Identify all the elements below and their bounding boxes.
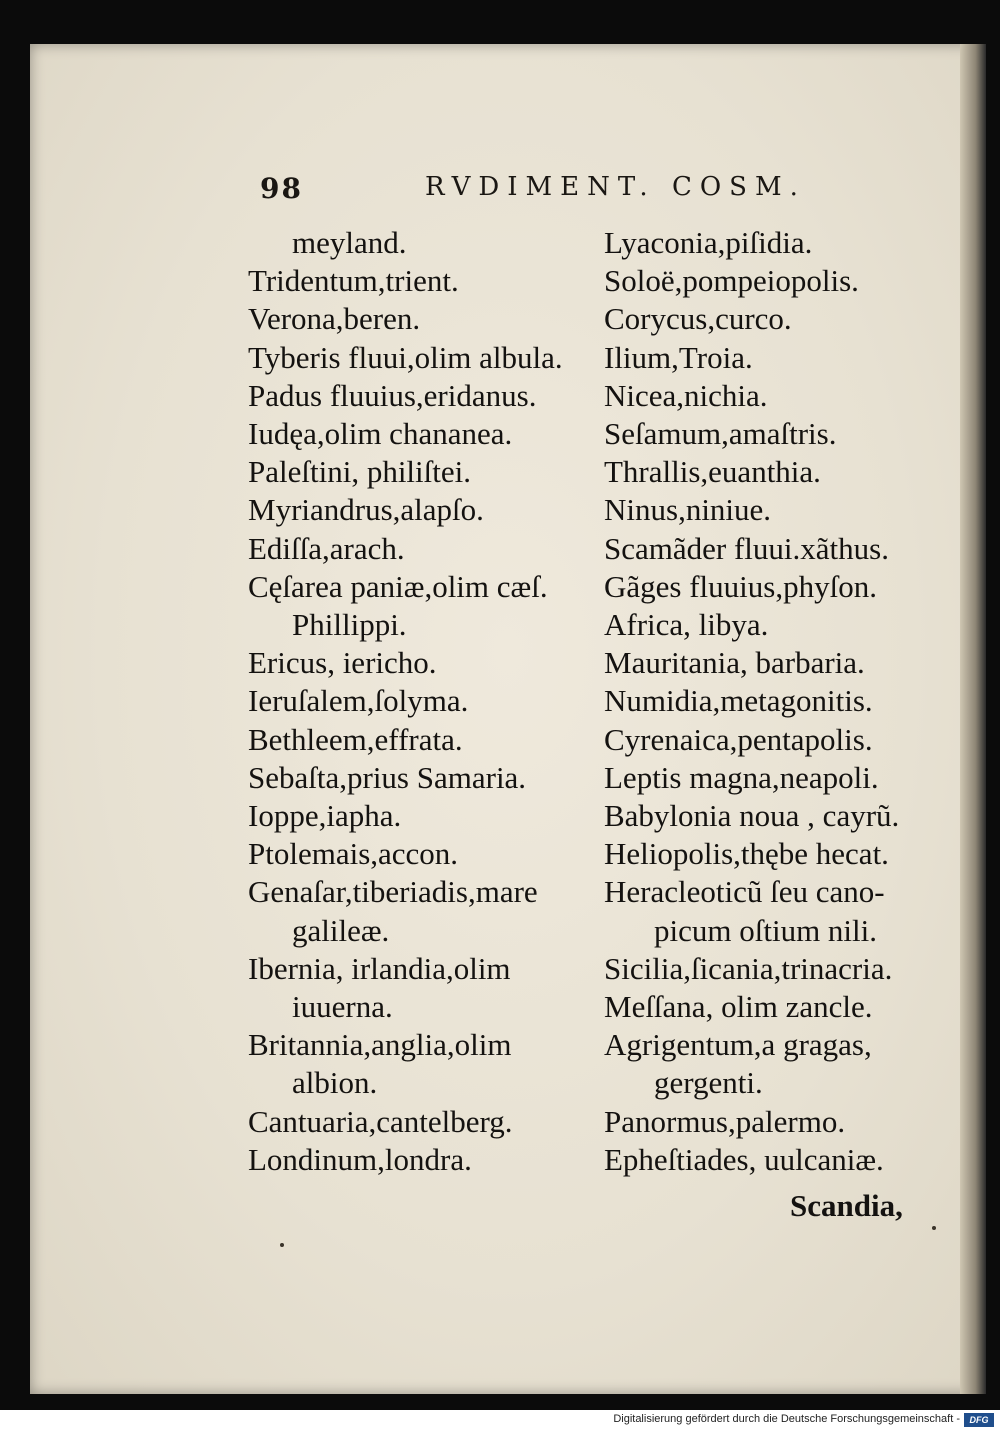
text-line: Lyaconia,piſidia. [604, 225, 813, 260]
text-line: Padus fluuius,eridanus. [248, 377, 537, 413]
text-line: Ericus, iericho. [248, 645, 437, 681]
text-line: Cyrenaica,pentapolis. [604, 721, 873, 757]
text-line: Ieruſalem,ſolyma. [248, 683, 469, 719]
text-line: Tridentum,trient. [248, 263, 459, 299]
text-line: galileæ. [292, 912, 390, 948]
text-line: Ediſſa,arach. [248, 530, 405, 566]
text-line: gergenti. [654, 1065, 763, 1101]
text-line: Africa, libya. [604, 607, 769, 643]
text-line: Sebaſta,prius Samaria. [248, 759, 527, 795]
text-line: Myriandrus,alapſo. [248, 492, 484, 528]
ink-speck [280, 1243, 284, 1247]
text-line: Leptis magna,neapoli. [604, 759, 879, 795]
text-line: Agrigentum,a gragas, [604, 1027, 872, 1063]
text-line: Thrallis,euanthia. [604, 454, 821, 490]
text-line: Ptolemais,accon. [248, 836, 459, 872]
text-line: Soloë,pompeiopolis. [604, 263, 859, 299]
text-line: Bethleem,effrata. [248, 721, 463, 757]
text-line: Cantuaria,cantelberg. [248, 1103, 513, 1139]
text-line: Nicea,nichia. [604, 377, 768, 413]
text-line: Mauritania, barbaria. [604, 645, 865, 681]
text-line: Meſſana, olim zancle. [604, 989, 873, 1025]
text-line: Ilium,Troia. [604, 339, 753, 375]
text-line: Genaſar,tiberiadis,mare [248, 874, 538, 910]
text-line: Scamãder fluui.xãthus. [604, 530, 889, 566]
page-edge [960, 44, 986, 1394]
text-line: Babylonia noua , cayrũ. [604, 798, 900, 834]
text-line: Epheſtiades, uulcaniæ. [604, 1141, 884, 1177]
text-line: Ninus,niniue. [604, 492, 772, 528]
folio-number: 98 [260, 172, 303, 205]
right-column [604, 224, 914, 1179]
text-line: Heracleoticũ ſeu cano- [604, 874, 885, 910]
text-line: Numidia,metagonitis. [604, 683, 873, 719]
footer-credit: Digitalisierung gefördert durch die Deutsche Forschungsgemeinschaft - [613, 1413, 960, 1425]
text-line: iuuerna. [292, 989, 393, 1025]
catchword: Scandia, [790, 1188, 903, 1223]
text-line: meyland. [292, 225, 407, 260]
text-line: Corycus,curco. [604, 301, 792, 337]
text-line: Heliopolis,thębe hecat. [604, 836, 889, 872]
text-line: Panormus,palermo. [604, 1103, 846, 1139]
left-column [248, 224, 578, 1179]
text-line: Tyberis fluui,olim albula. [248, 339, 563, 375]
text-line: Ioppe,iapha. [248, 798, 402, 834]
text-line: Iudęa,olim chananea. [248, 416, 513, 452]
running-title: RVDIMENT. COSM. [425, 172, 806, 202]
text-line: Ibernia, irlandia,olim [248, 950, 511, 986]
text-line: Verona,beren. [248, 301, 421, 337]
text-line: Londinum,londra. [248, 1141, 472, 1177]
text-line: Paleſtini, philiſtei. [248, 454, 472, 490]
text-line: Britannia,anglia,olim [248, 1027, 512, 1063]
text-line: Gãges fluuius,phyſon. [604, 568, 877, 604]
text-line: picum oſtium nili. [654, 912, 878, 948]
text-line: Sicilia,ſicania,trinacria. [604, 950, 893, 986]
text-line: Phillippi. [292, 607, 407, 643]
dfg-logo: DFG [964, 1413, 994, 1427]
text-line: Seſamum,amaſtris. [604, 416, 837, 452]
page-header [250, 172, 910, 212]
text-line: Cęſarea paniæ,olim cæſ. [248, 568, 548, 604]
digitization-footer [0, 1410, 1000, 1431]
text-line: albion. [292, 1065, 378, 1101]
ink-speck [932, 1226, 936, 1230]
